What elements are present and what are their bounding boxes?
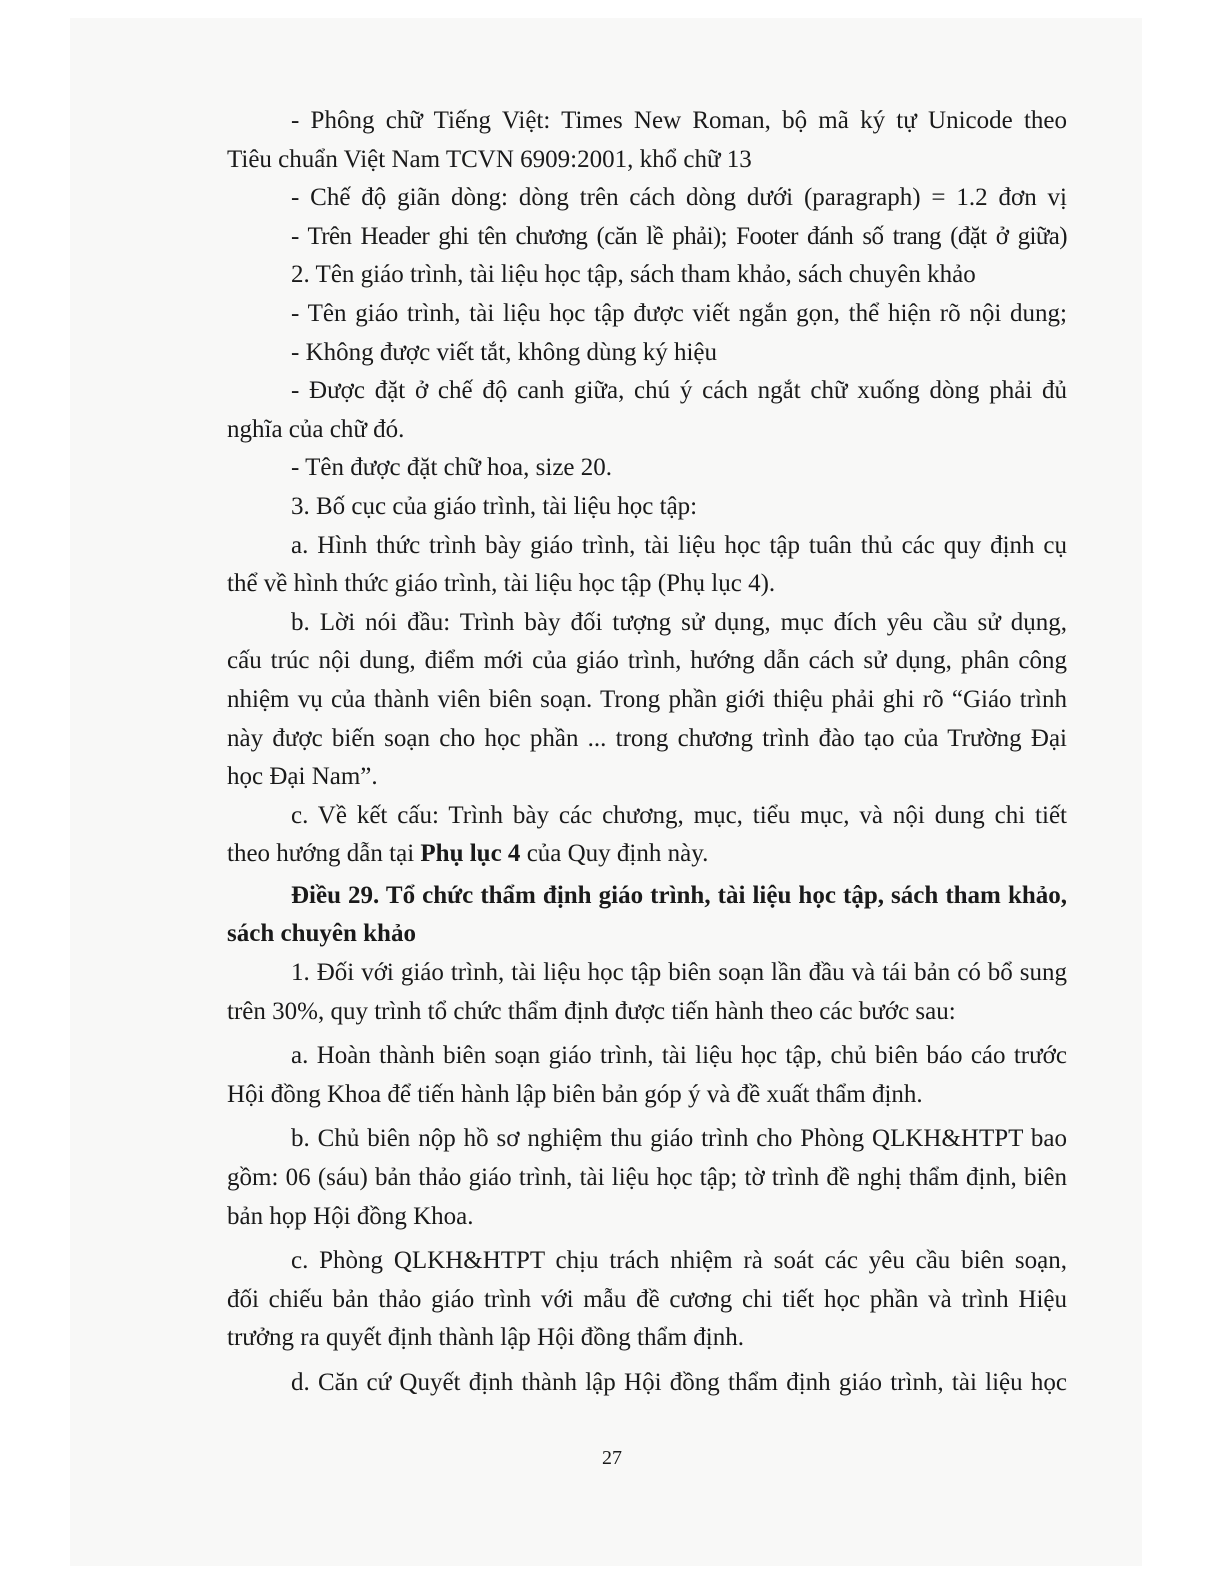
article-heading-line: sách chuyên khảo — [227, 920, 416, 948]
text-line: - Chế độ giãn dòng: dòng trên cách dòng dưới (paragraph) = 1.2 đơn vị — [291, 184, 1067, 212]
text-line: bản họp Hội đồng Khoa. — [227, 1202, 474, 1230]
article-heading-line: Điều 29. Tổ chức thẩm định giáo trình, tài liệu học tập, sách tham khảo, — [291, 881, 1067, 909]
page-number: 27 — [602, 1447, 622, 1469]
text-line: a. Hình thức trình bày giáo trình, tài liệu học tập tuân thủ các quy định cụ — [291, 531, 1067, 559]
text-line: d. Căn cứ Quyết định thành lập Hội đồng thẩm định giáo trình, tài liệu học — [291, 1369, 1067, 1396]
text-line: - Được đặt ở chế độ canh giữa, chú ý cách ngắt chữ xuống dòng phải đủ — [291, 377, 1067, 405]
bold-reference: Phụ lục 4 — [420, 840, 521, 868]
text-line: nghĩa của chữ đó. — [227, 415, 405, 443]
text-line: - Không được viết tắt, không dùng ký hiệu — [291, 338, 718, 366]
text-line: nhiệm vụ của thành viên biên soạn. Trong phần giới thiệu phải ghi rõ “Giáo trình — [227, 685, 1067, 713]
text-line: - Tên được đặt chữ hoa, size 20. — [291, 454, 613, 482]
text-line: a. Hoàn thành biên soạn giáo trình, tài liệu học tập, chủ biên báo cáo trước — [291, 1042, 1067, 1070]
line-text: theo hướng dẫn tại — [227, 840, 421, 868]
text-line: - Trên Header ghi tên chương (căn lề phải); Footer đánh số trang (đặt ở giữa) — [291, 222, 1067, 250]
document-body — [227, 102, 1067, 1403]
text-line: b. Chủ biên nộp hồ sơ nghiệm thu giáo trình cho Phòng QLKH&HTPT bao — [291, 1125, 1067, 1153]
text-line — [227, 835, 1067, 874]
text-line: c. Về kết cấu: Trình bày các chương, mục, tiểu mục, và nội dung chi tiết — [291, 801, 1067, 829]
line-text: của Quy định này. — [520, 840, 709, 868]
text-line: trưởng ra quyết định thành lập Hội đồng thẩm định. — [227, 1324, 744, 1352]
text-line: học Đại Nam”. — [227, 763, 378, 791]
text-line: gồm: 06 (sáu) bản thảo giáo trình, tài liệu học tập; tờ trình đề nghị thẩm định, biên — [227, 1164, 1067, 1192]
text-line: này được biến soạn cho học phần ... trong chương trình đào tạo của Trường Đại — [227, 724, 1067, 752]
text-line: đối chiếu bản thảo giáo trình với mẫu đề cương chi tiết học phần và trình Hiệu — [227, 1285, 1067, 1313]
text-line: 2. Tên giáo trình, tài liệu học tập, sách tham khảo, sách chuyên khảo — [291, 261, 976, 289]
text-line: - Tên giáo trình, tài liệu học tập được viết ngắn gọn, thể hiện rõ nội dung; — [291, 299, 1067, 327]
text-line: c. Phòng QLKH&HTPT chịu trách nhiệm rà soát các yêu cầu biên soạn, — [291, 1247, 1067, 1275]
text-line: Tiêu chuẩn Việt Nam TCVN 6909:2001, khổ chữ 13 — [227, 145, 752, 173]
text-line: Hội đồng Khoa để tiến hành lập biên bản góp ý và đề xuất thẩm định. — [227, 1080, 923, 1108]
text-line: 1. Đối với giáo trình, tài liệu học tập biên soạn lần đầu và tái bản có bổ sung — [291, 959, 1067, 987]
text-line: thể về hình thức giáo trình, tài liệu học tập (Phụ lục 4). — [227, 570, 776, 598]
text-line: 3. Bố cục của giáo trình, tài liệu học tập: — [291, 492, 698, 520]
text-line: - Phông chữ Tiếng Việt: Times New Roman, bộ mã ký tự Unicode theo — [291, 107, 1067, 134]
text-line: cấu trúc nội dung, điểm mới của giáo trình, hướng dẫn cách sử dụng, phân công — [227, 647, 1067, 675]
text-line: trên 30%, quy trình tổ chức thẩm định được tiến hành theo các bước sau: — [227, 997, 956, 1025]
text-line: b. Lời nói đầu: Trình bày đối tượng sử dụng, mục đích yêu cầu sử dụng, — [291, 608, 1067, 636]
